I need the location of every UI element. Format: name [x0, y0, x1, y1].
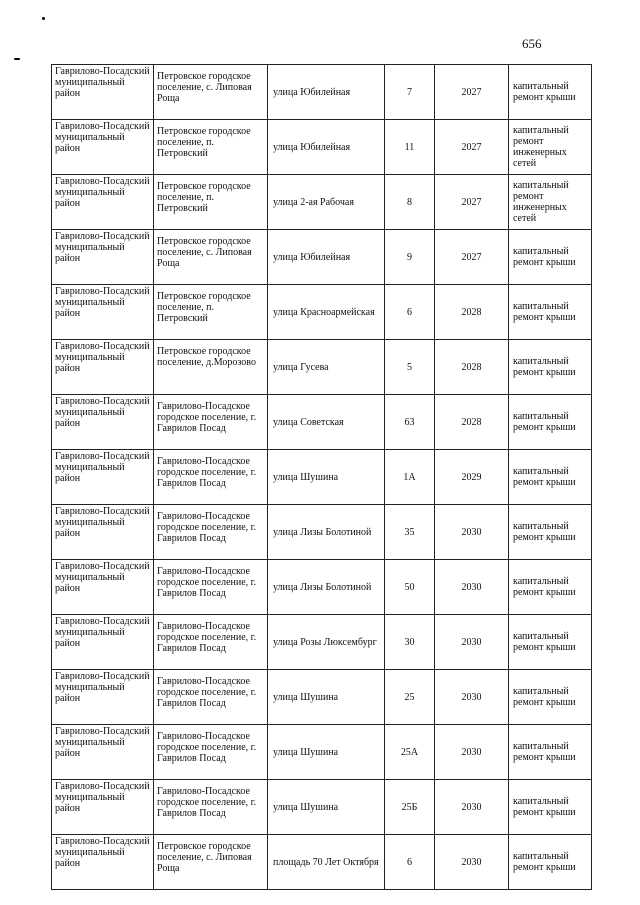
settlement-cell: Гаврилово-Посадское городское поселение, г. Гаврилов Посад: [154, 450, 268, 505]
district-cell: Гаврилово-Посадский муниципальный район: [52, 780, 154, 835]
settlement-cell: Петровское городское поселение, д.Морозово: [154, 340, 268, 395]
table-body: [52, 65, 592, 890]
work-type-cell: капитальный ремонт крыши: [509, 560, 592, 615]
table-row: [52, 395, 592, 450]
street-cell: улица Шушина: [268, 780, 385, 835]
work-type-cell: капитальный ремонт крыши: [509, 725, 592, 780]
page-number: 656: [522, 36, 542, 51]
house-number-cell: 63: [385, 395, 435, 450]
district-cell: Гаврилово-Посадский муниципальный район: [52, 230, 154, 285]
street-cell: улица Советская: [268, 395, 385, 450]
street-cell: улица Юбилейная: [268, 230, 385, 285]
year-cell: 2027: [435, 65, 509, 120]
year-cell: 2030: [435, 835, 509, 890]
year-cell: 2030: [435, 780, 509, 835]
district-cell: Гаврилово-Посадский муниципальный район: [52, 505, 154, 560]
street-cell: улица Красноармейская: [268, 285, 385, 340]
table-row: [52, 340, 592, 395]
scan-speck: [42, 17, 45, 20]
settlement-cell: Гаврилово-Посадское городское поселение, г. Гаврилов Посад: [154, 725, 268, 780]
street-cell: улица Шушина: [268, 450, 385, 505]
year-cell: 2028: [435, 395, 509, 450]
street-cell: улица Шушина: [268, 670, 385, 725]
house-number-cell: 9: [385, 230, 435, 285]
year-cell: 2028: [435, 340, 509, 395]
district-cell: Гаврилово-Посадский муниципальный район: [52, 560, 154, 615]
settlement-cell: Петровское городское поселение, п. Петровский: [154, 175, 268, 230]
district-cell: Гаврилово-Посадский муниципальный район: [52, 285, 154, 340]
settlement-cell: Гаврилово-Посадское городское поселение, г. Гаврилов Посад: [154, 395, 268, 450]
repair-schedule-table: [51, 64, 592, 890]
work-type-cell: капитальный ремонт крыши: [509, 780, 592, 835]
work-type-cell: капитальный ремонт крыши: [509, 835, 592, 890]
settlement-cell: Гаврилово-Посадское городское поселение, г. Гаврилов Посад: [154, 780, 268, 835]
settlement-cell: Петровское городское поселение, с. Липовая Роща: [154, 835, 268, 890]
work-type-cell: капитальный ремонт крыши: [509, 340, 592, 395]
table-row: [52, 560, 592, 615]
table-row: [52, 120, 592, 175]
house-number-cell: 7: [385, 65, 435, 120]
settlement-cell: Петровское городское поселение, п. Петровский: [154, 285, 268, 340]
settlement-cell: Петровское городское поселение, с. Липовая Роща: [154, 65, 268, 120]
house-number-cell: 6: [385, 285, 435, 340]
year-cell: 2030: [435, 615, 509, 670]
table-row: [52, 725, 592, 780]
table-row: [52, 615, 592, 670]
street-cell: улица Юбилейная: [268, 120, 385, 175]
house-number-cell: 6: [385, 835, 435, 890]
house-number-cell: 35: [385, 505, 435, 560]
district-cell: Гаврилово-Посадский муниципальный район: [52, 670, 154, 725]
house-number-cell: 25А: [385, 725, 435, 780]
house-number-cell: 5: [385, 340, 435, 395]
settlement-cell: Петровское городское поселение, с. Липовая Роща: [154, 230, 268, 285]
street-cell: площадь 70 Лет Октября: [268, 835, 385, 890]
street-cell: улица Гусева: [268, 340, 385, 395]
table-row: [52, 505, 592, 560]
settlement-cell: Петровское городское поселение, п. Петровский: [154, 120, 268, 175]
district-cell: Гаврилово-Посадский муниципальный район: [52, 175, 154, 230]
street-cell: улица Шушина: [268, 725, 385, 780]
house-number-cell: 11: [385, 120, 435, 175]
scan-speck: [14, 58, 20, 60]
street-cell: улица Юбилейная: [268, 65, 385, 120]
settlement-cell: Гаврилово-Посадское городское поселение, г. Гаврилов Посад: [154, 505, 268, 560]
year-cell: 2027: [435, 230, 509, 285]
work-type-cell: капитальный ремонт крыши: [509, 505, 592, 560]
work-type-cell: капитальный ремонт крыши: [509, 285, 592, 340]
work-type-cell: капитальный ремонт крыши: [509, 65, 592, 120]
settlement-cell: Гаврилово-Посадское городское поселение, г. Гаврилов Посад: [154, 615, 268, 670]
table-row: [52, 670, 592, 725]
year-cell: 2030: [435, 725, 509, 780]
year-cell: 2027: [435, 120, 509, 175]
district-cell: Гаврилово-Посадский муниципальный район: [52, 65, 154, 120]
table-row: [52, 65, 592, 120]
settlement-cell: Гаврилово-Посадское городское поселение, г. Гаврилов Посад: [154, 560, 268, 615]
district-cell: Гаврилово-Посадский муниципальный район: [52, 835, 154, 890]
work-type-cell: капитальный ремонт крыши: [509, 670, 592, 725]
district-cell: Гаврилово-Посадский муниципальный район: [52, 450, 154, 505]
table-row: [52, 450, 592, 505]
work-type-cell: капитальный ремонт крыши: [509, 230, 592, 285]
table-row: [52, 230, 592, 285]
district-cell: Гаврилово-Посадский муниципальный район: [52, 725, 154, 780]
year-cell: 2028: [435, 285, 509, 340]
street-cell: улица Лизы Болотиной: [268, 560, 385, 615]
year-cell: 2030: [435, 505, 509, 560]
house-number-cell: 8: [385, 175, 435, 230]
work-type-cell: капитальный ремонт крыши: [509, 395, 592, 450]
table-row: [52, 780, 592, 835]
district-cell: Гаврилово-Посадский муниципальный район: [52, 340, 154, 395]
year-cell: 2030: [435, 560, 509, 615]
house-number-cell: 1А: [385, 450, 435, 505]
district-cell: Гаврилово-Посадский муниципальный район: [52, 395, 154, 450]
house-number-cell: 25: [385, 670, 435, 725]
street-cell: улица Лизы Болотиной: [268, 505, 385, 560]
house-number-cell: 25Б: [385, 780, 435, 835]
district-cell: Гаврилово-Посадский муниципальный район: [52, 120, 154, 175]
street-cell: улица Розы Люксембург: [268, 615, 385, 670]
table-row: [52, 835, 592, 890]
work-type-cell: капитальный ремонт крыши: [509, 450, 592, 505]
table-row: [52, 175, 592, 230]
street-cell: улица 2-ая Рабочая: [268, 175, 385, 230]
district-cell: Гаврилово-Посадский муниципальный район: [52, 615, 154, 670]
table-row: [52, 285, 592, 340]
house-number-cell: 30: [385, 615, 435, 670]
year-cell: 2029: [435, 450, 509, 505]
house-number-cell: 50: [385, 560, 435, 615]
year-cell: 2030: [435, 670, 509, 725]
year-cell: 2027: [435, 175, 509, 230]
work-type-cell: капитальный ремонт инженерных сетей: [509, 120, 592, 175]
work-type-cell: капитальный ремонт крыши: [509, 615, 592, 670]
work-type-cell: капитальный ремонт инженерных сетей: [509, 175, 592, 230]
settlement-cell: Гаврилово-Посадское городское поселение, г. Гаврилов Посад: [154, 670, 268, 725]
